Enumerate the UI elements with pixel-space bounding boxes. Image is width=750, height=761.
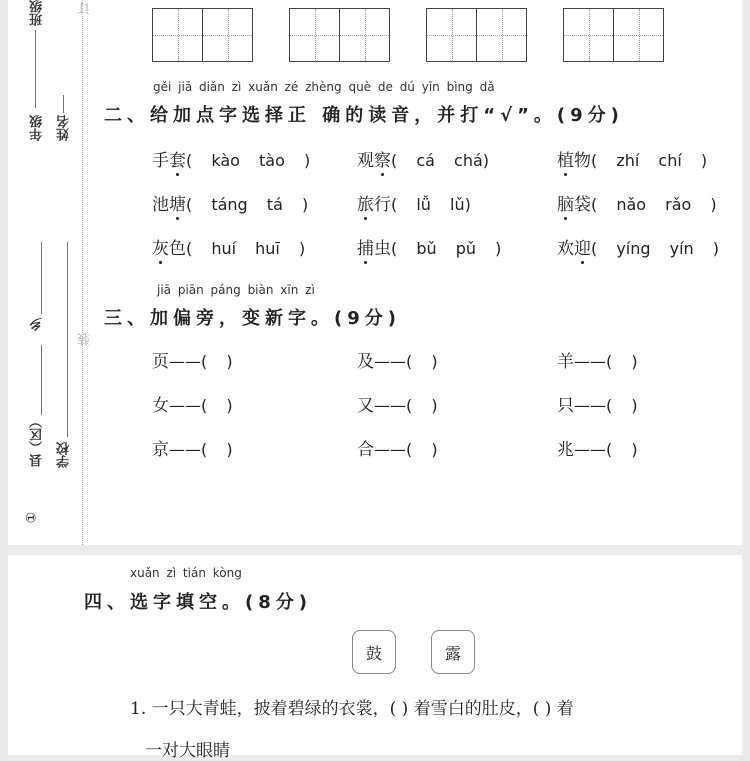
- writing-grid[interactable]: [563, 8, 664, 62]
- answer-blank[interactable]: ——( ): [574, 440, 638, 459]
- school-label: 学校: [57, 442, 72, 468]
- word-char: 捕: [357, 239, 374, 259]
- writing-grid[interactable]: [152, 8, 253, 62]
- page-marker: ①: [24, 511, 40, 524]
- base-char: 女: [152, 396, 169, 416]
- township-label: 乡: [30, 318, 45, 331]
- pinyin-options[interactable]: ( cá chá): [391, 151, 489, 170]
- section4-pinyin: xuǎn zì tián kòng: [130, 566, 242, 580]
- section2-pinyin: gěi jiā diǎn zì xuǎn zé zhèng què de dú yīn bìng dǎ: [153, 80, 495, 94]
- base-char: 及: [357, 352, 374, 372]
- word-char: 灰: [152, 239, 169, 259]
- word-char: 色: [169, 239, 186, 259]
- writing-grid[interactable]: [426, 8, 527, 62]
- pinyin-options[interactable]: ( kào tào ): [186, 151, 311, 170]
- word-char: 塘: [169, 195, 186, 215]
- pronunciation-item[interactable]: [557, 146, 707, 171]
- radical-item[interactable]: [357, 391, 438, 416]
- word-char: 旅: [357, 195, 374, 215]
- section4-title: 四、选字填空。(8分): [84, 592, 312, 613]
- pinyin-options[interactable]: ( huí huī ): [186, 239, 306, 258]
- answer-blank[interactable]: ——( ): [374, 440, 438, 459]
- base-char: 兆: [557, 440, 574, 460]
- word-char: 欢: [557, 239, 574, 259]
- pinyin-options[interactable]: ( táng tá ): [186, 195, 309, 214]
- answer-blank[interactable]: ——( ): [169, 352, 233, 371]
- word-char: 脑: [557, 195, 574, 215]
- choice-card-gu: 鼓: [352, 630, 396, 674]
- pronunciation-item[interactable]: [557, 234, 719, 259]
- fold-label-bottom: 装: [78, 333, 93, 346]
- base-char: 京: [152, 440, 169, 460]
- pinyin-options[interactable]: ( zhí chí ): [591, 151, 708, 170]
- answer-blank[interactable]: ——( ): [374, 352, 438, 371]
- word-char: 袋: [574, 195, 591, 215]
- pinyin-options[interactable]: ( lǚ lǔ): [391, 195, 471, 214]
- word-char: 观: [357, 151, 374, 171]
- word-char: 虫: [374, 239, 391, 259]
- base-char: 羊: [557, 352, 574, 372]
- section3-pinyin: jiā piān páng biàn xīn zì: [157, 283, 315, 297]
- answer-blank[interactable]: ——( ): [574, 396, 638, 415]
- word-char: 池: [152, 195, 169, 215]
- class-line: [35, 30, 36, 108]
- class-label: 班级: [30, 0, 45, 26]
- word-char: 迎: [574, 239, 591, 259]
- section2-title: 二、给加点字选择正 确的读音，并打“√”。(9分): [104, 105, 624, 126]
- answer-blank[interactable]: ——( ): [374, 396, 438, 415]
- choice-card-lu: 露: [431, 630, 475, 674]
- pronunciation-item[interactable]: [152, 146, 310, 171]
- word-char: 察: [374, 151, 391, 171]
- answer-blank[interactable]: ——( ): [169, 440, 233, 459]
- radical-item[interactable]: [152, 347, 233, 372]
- radical-item[interactable]: [152, 435, 233, 460]
- word-char: 手: [152, 151, 169, 171]
- sentence-1: 1. 一只大青蛙，披着碧绿的衣裳，( ) 着雪白的肚皮，( ) 着: [130, 699, 574, 719]
- radical-item[interactable]: [152, 391, 233, 416]
- sentence-1-continued: 一对大眼睛: [145, 741, 230, 761]
- township-line: [41, 242, 42, 314]
- pronunciation-item[interactable]: [357, 234, 501, 259]
- base-char: 页: [152, 352, 169, 372]
- pronunciation-item[interactable]: [357, 190, 471, 215]
- answer-blank[interactable]: ——( ): [169, 396, 233, 415]
- section3-title: 三、加偏旁，变新字。(9分): [104, 308, 401, 329]
- fold-line: [82, 0, 83, 545]
- pinyin-options[interactable]: ( yíng yín ): [591, 239, 720, 258]
- radical-item[interactable]: [557, 347, 638, 372]
- fold-label-top: 订: [78, 2, 93, 15]
- word-char: 套: [169, 151, 186, 171]
- grade-label: 年级: [30, 115, 45, 141]
- county-label: 县（区）: [30, 415, 45, 467]
- radical-item[interactable]: [557, 435, 638, 460]
- county-line: [41, 345, 42, 415]
- base-char: 又: [357, 396, 374, 416]
- pronunciation-item[interactable]: [357, 146, 489, 171]
- pronunciation-item[interactable]: [152, 190, 308, 215]
- word-char: 行: [374, 195, 391, 215]
- radical-item[interactable]: [357, 347, 438, 372]
- radical-item[interactable]: [557, 391, 638, 416]
- pinyin-options[interactable]: ( nǎo rǎo ): [591, 195, 717, 214]
- word-char: 物: [574, 151, 591, 171]
- name-label: 姓名: [57, 115, 72, 141]
- writing-grid[interactable]: [289, 8, 390, 62]
- name-line-top: [63, 95, 64, 113]
- base-char: 只: [557, 396, 574, 416]
- school-line: [67, 242, 68, 437]
- base-char: 合: [357, 440, 374, 460]
- radical-item[interactable]: [357, 435, 438, 460]
- pronunciation-item[interactable]: [557, 190, 717, 215]
- pinyin-options[interactable]: ( bǔ pǔ ): [391, 239, 502, 258]
- word-char: 植: [557, 151, 574, 171]
- answer-blank[interactable]: ——( ): [574, 352, 638, 371]
- pronunciation-item[interactable]: [152, 234, 305, 259]
